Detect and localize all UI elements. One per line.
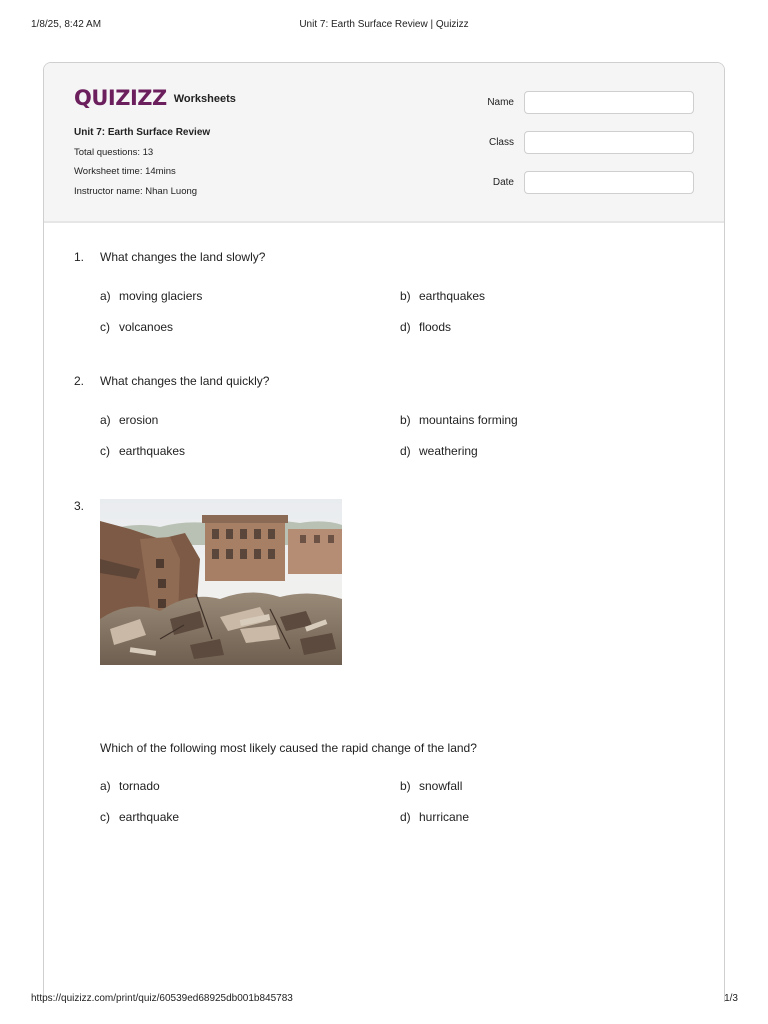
instructor-name: Instructor name: Nhan Luong [74, 186, 198, 197]
option-letter: d) [400, 444, 411, 458]
option-c [100, 810, 179, 824]
worksheet-time: Worksheet time: 14mins [74, 166, 176, 177]
option-letter: b) [400, 289, 411, 303]
quizizz-logo: QUIZIZZ [74, 86, 167, 110]
option-a [100, 413, 158, 427]
date-label: Date [492, 177, 514, 188]
brand [74, 85, 236, 111]
option-letter: d) [400, 320, 411, 334]
option-d [400, 320, 451, 334]
option-letter: b) [400, 779, 411, 793]
print-header [0, 19, 768, 33]
date-field[interactable] [524, 171, 694, 194]
print-datetime: 1/8/25, 8:42 AM [31, 19, 102, 30]
question-number: 3. [74, 499, 85, 513]
name-label: Name [487, 97, 514, 108]
brand-suffix: Worksheets [173, 92, 236, 105]
worksheet-sheet [43, 62, 725, 1002]
option-text: floods [419, 320, 452, 334]
total-questions: Total questions: 13 [74, 147, 154, 158]
option-text: snowfall [419, 779, 463, 793]
option-letter: d) [400, 810, 411, 824]
option-letter: a) [100, 289, 111, 303]
print-page-title: Unit 7: Earth Surface Review | Quizizz [299, 19, 469, 30]
option-letter: b) [400, 413, 411, 427]
question-number: 1. [74, 250, 85, 264]
name-field-row [464, 91, 696, 115]
print-url: https://quizizz.com/print/quiz/60539ed68925db001b845783 [31, 993, 293, 1004]
option-text: weathering [419, 444, 478, 458]
print-footer [0, 993, 768, 1007]
option-text: erosion [119, 413, 159, 427]
option-text: earthquakes [119, 444, 186, 458]
option-a [100, 289, 202, 303]
collapsed-buildings-photo [100, 499, 342, 665]
option-c [100, 320, 173, 334]
worksheet-title: Unit 7: Earth Surface Review [74, 127, 211, 138]
name-field[interactable] [524, 91, 694, 114]
option-c [100, 444, 185, 458]
option-b [400, 413, 518, 427]
class-field-row [464, 131, 696, 155]
option-text: tornado [119, 779, 160, 793]
option-text: hurricane [419, 810, 470, 824]
option-text: mountains forming [419, 413, 518, 427]
question-text: What changes the land slowly? [100, 250, 266, 264]
option-text: volcanoes [119, 320, 174, 334]
class-field[interactable] [524, 131, 694, 154]
date-field-row [464, 171, 696, 195]
option-d [400, 444, 478, 458]
option-text: earthquake [119, 810, 180, 824]
option-letter: c) [100, 444, 110, 458]
option-b [400, 779, 462, 793]
print-page-number: 1/3 [724, 993, 738, 1004]
option-letter: c) [100, 320, 110, 334]
option-text: earthquakes [419, 289, 486, 303]
option-letter: a) [100, 779, 111, 793]
option-d [400, 810, 469, 824]
option-text: moving glaciers [119, 289, 203, 303]
question-text: Which of the following most likely caused the rapid change of the land? [100, 741, 477, 755]
question-text: What changes the land quickly? [100, 374, 270, 388]
option-letter: a) [100, 413, 111, 427]
option-a [100, 779, 160, 793]
class-label: Class [488, 137, 514, 148]
worksheet-header [44, 63, 724, 223]
option-b [400, 289, 485, 303]
option-letter: c) [100, 810, 110, 824]
question-number: 2. [74, 374, 85, 388]
